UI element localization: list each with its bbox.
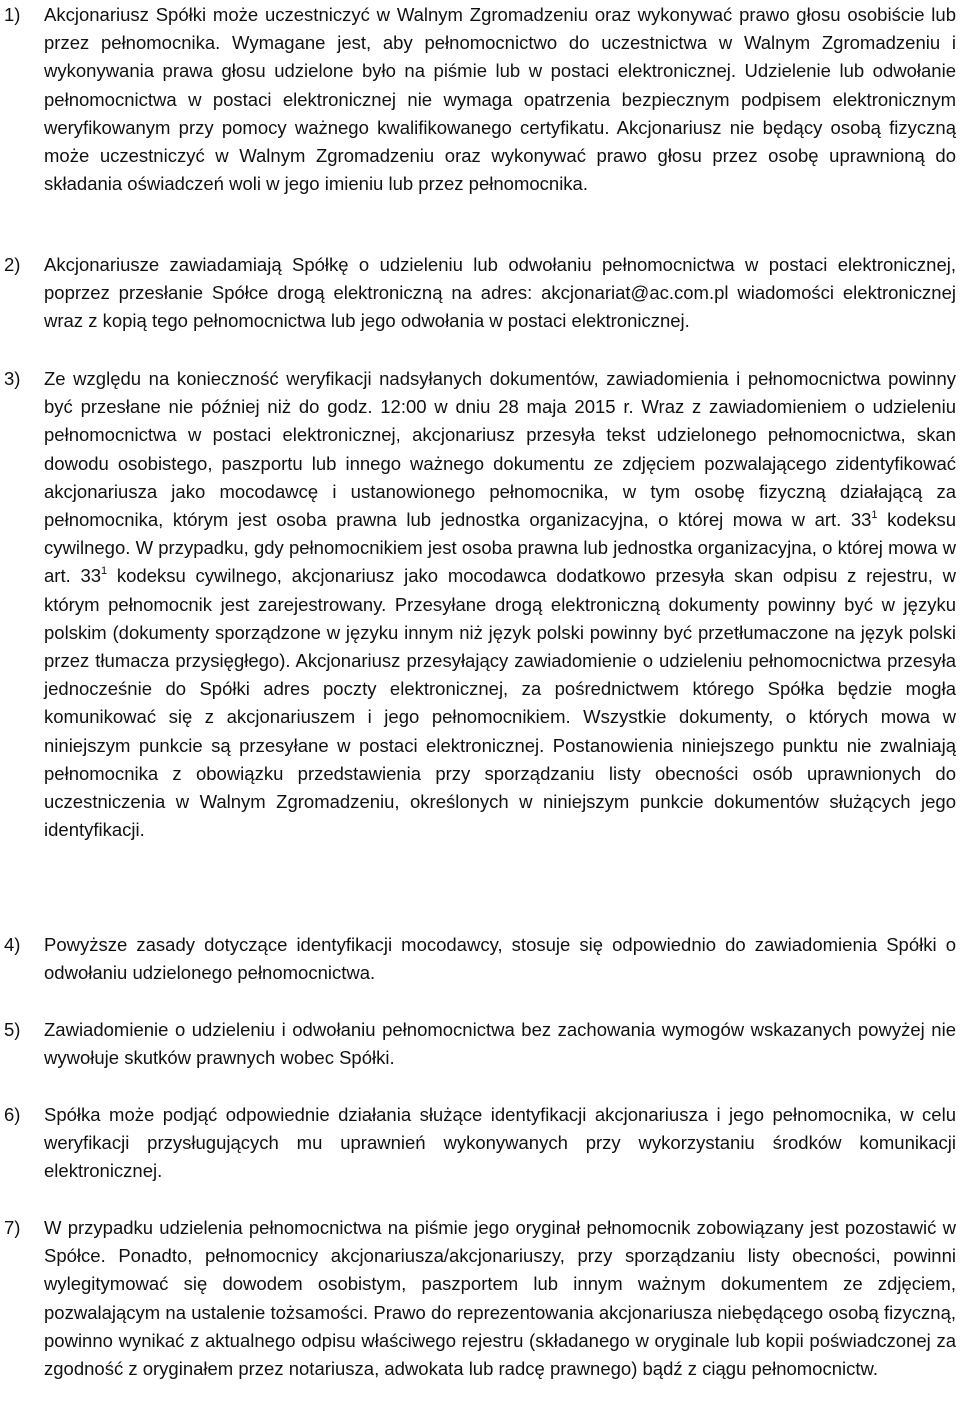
list-item-text: Powyższe zasady dotyczące identyfikacji mocodawcy, stosuje się odpowiednio do zawiadomienia Spółki o odwołaniu udzielonego pełnomocnictwa.: [44, 934, 956, 984]
list-item-number: 4): [4, 934, 21, 955]
list-item-text: W przypadku udzielenia pełnomocnictwa na piśmie jego oryginał pełnomocnik zobowiązany jest pozostawić w Spółce. Ponadto, pełnomocnicy akcjonariusza/akcjonariuszy, przy sporządzaniu listy obecności, powinni wylegitymować się dowodem osobistym, paszportem lub innym ważnym dokumentem ze zdjęciem, pozwalającym na ustalenie tożsamości. Prawo do reprezentowania akcjonariusza niebędącego osobą fizyczną, powinno wynikać z aktualnego odpisu właściwego rejestru (składanego w oryginale lub kopii poświadczonej za zgodność z oryginałem przez notariusza, adwokata lub radcę prawnego) bądź z ciągu pełnomocnictw.: [44, 1217, 956, 1380]
list-item-number: 3): [4, 368, 21, 389]
list-item-text-part: kodeksu cywilnego, akcjonariusz jako mocodawca dodatkowo przesyła skan odpisu z rejestru, w którym pełnomocnik jest zarejestrowany. Przesyłane drogą elektroniczną dokumenty powinny być w języku polskim (dokumenty sporządzone w języku innym niż język polski powinny być przetłumaczone na język polski przez tłumacza przysięgłego). Akcjonariusz przesyłający zawiadomienie o udzieleniu pełnomocnictwa przesyła jednocześnie do Spółki adres poczty elektronicznej, za pośrednictwem którego Spółka będzie mogła komunikować się z akcjonariuszem i jego pełnomocnikiem. Wszystkie dokumenty, o których mowa w niniejszym punkcie są przesyłane w postaci elektronicznej. Postanowienia niniejszego punktu nie zwalniają pełnomocnika z obowiązku przedstawienia przy sporządzaniu listy obecności osób uprawnionych do uczestniczenia w Walnym Zgromadzeniu, określonych w niniejszym punkcie dokumentów służących jego identyfikacji.: [44, 565, 956, 841]
list-item-text: Spółka może podjąć odpowiednie działania służące identyfikacji akcjonariusza i jego pełnomocnika, w celu weryfikacji przysługujących mu uprawnień wykonywanych przy wykorzystaniu środków komunikacji elektronicznej.: [44, 1104, 956, 1182]
list-item-number: 6): [4, 1104, 21, 1125]
list-item-text: Akcjonariusz Spółki może uczestniczyć w Walnym Zgromadzeniu oraz wykonywać prawo głosu osobiście lub przez pełnomocnika. Wymagane jest, aby pełnomocnictwo do uczestnictwa w Walnym Zgromadzeniu i wykonywania prawa głosu udzielone było na piśmie lub w postaci elektronicznej. Udzielenie lub odwołanie pełnomocnictwa w postaci elektronicznej nie wymaga opatrzenia bezpiecznym podpisem elektronicznym weryfikowanym przy pomocy ważnego kwalifikowanego certyfikatu. Akcjonariusz nie będący osobą fizyczną może uczestniczyć w Walnym Zgromadzeniu oraz wykonywać prawo głosu przez osobę uprawnioną do składania oświadczeń woli w jego imieniu lub przez pełnomocnika.: [44, 4, 956, 195]
list-item-number: 1): [4, 4, 21, 25]
list-item-text: Zawiadomienie o udzieleniu i odwołaniu pełnomocnictwa bez zachowania wymogów wskazanych powyżej nie wywołuje skutków prawnych wobec Spółki.: [44, 1019, 956, 1069]
superscript: 1: [871, 508, 878, 521]
list-item-number: 5): [4, 1019, 21, 1040]
list-item-text: Akcjonariusze zawiadamiają Spółkę o udzieleniu lub odwołaniu pełnomocnictwa w postaci elektronicznej, poprzez przesłanie Spółce drogą elektroniczną na adres: akcjonariat@ac.com.pl wiadomości elektronicznej wraz z kopią tego pełnomocnictwa lub jego odwołania w postaci elektronicznej.: [44, 254, 956, 332]
superscript: 1: [101, 565, 108, 578]
list-item-number: 7): [4, 1217, 21, 1238]
list-item-number: 2): [4, 254, 21, 275]
list-item-text-part: kodeksu cywilnego. W przypadku, gdy pełnomocnikiem jest osoba prawna lub jednostka organizacyjna, o której mowa w art. 33: [44, 509, 956, 587]
list-item-text: [44, 365, 956, 844]
list-item-text-part: Ze względu na konieczność weryfikacji nadsyłanych dokumentów, zawiadomienia i pełnomocnictwa powinny być przesłane nie później niż do godz. 12:00 w dniu 28 maja 2015 r. Wraz z zawiadomieniem o udzieleniu pełnomocnictwa w postaci elektronicznej, akcjonariusz przesyła tekst udzielonego pełnomocnictwa, skan dowodu osobistego, paszportu lub innego ważnego dokumentu ze zdjęciem pozwalającego zidentyfikować akcjonariusza jako mocodawcę i ustanowionego pełnomocnika, w tym osobę fizyczną działającą za pełnomocnika, którym jest osoba prawna lub jednostka organizacyjna, o której mowa w art. 33: [44, 368, 956, 531]
